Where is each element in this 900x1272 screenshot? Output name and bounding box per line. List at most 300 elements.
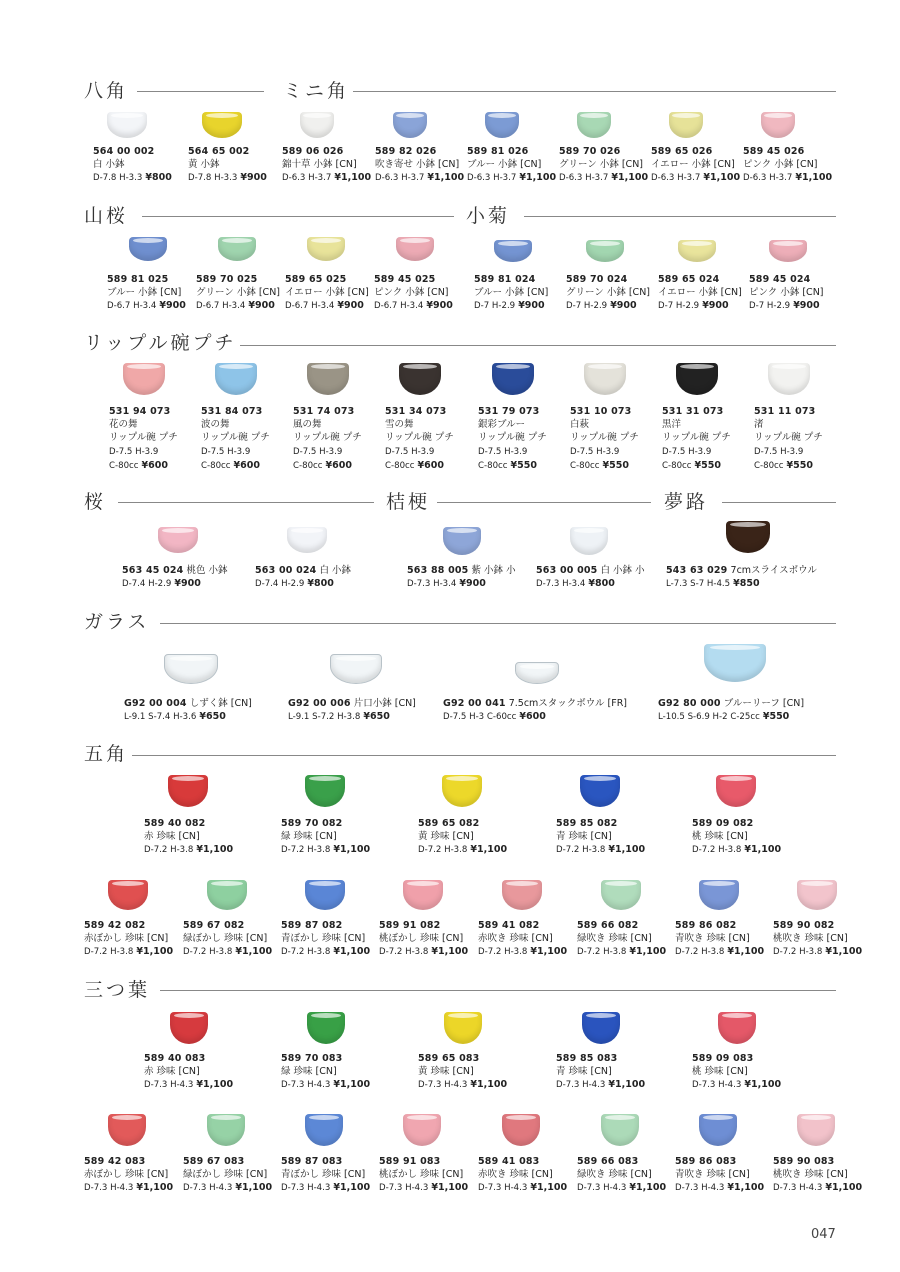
info-line — [122, 577, 228, 591]
info-line — [418, 1078, 507, 1092]
info-line — [443, 710, 627, 724]
info-line — [675, 1181, 764, 1195]
info-line — [188, 145, 267, 158]
product-name: グリーン 小鉢 [CN] — [566, 287, 651, 299]
product-name: ブルー 小鉢 [CN] — [467, 159, 542, 171]
product-name: イエロー 小鉢 [CN] — [651, 159, 735, 171]
product-name: 渚 — [754, 419, 764, 431]
product-price: ¥1,100 — [196, 1079, 234, 1091]
info-line — [743, 145, 832, 158]
info-line — [144, 1065, 233, 1078]
product-name: 白 小鉢 小 — [600, 565, 645, 576]
product-code: 589 65 025 — [285, 274, 347, 285]
info-line — [556, 830, 645, 843]
bowl-image — [108, 1114, 146, 1146]
info-line — [577, 1155, 666, 1168]
product-code: 589 91 083 — [379, 1156, 441, 1167]
section-title: 五角 — [84, 744, 138, 764]
product-size: D-7.3 H-4.3 — [84, 1183, 134, 1194]
bowl-image — [305, 880, 345, 910]
info-line — [666, 577, 817, 591]
product-name: 波の舞 — [201, 419, 230, 431]
product-code: 589 81 025 — [107, 274, 169, 285]
info-line — [478, 405, 547, 418]
product-code: G92 00 041 — [443, 698, 506, 709]
product-name: 青吹き 珍味 [CN] — [675, 1169, 750, 1181]
product-size: D-7.2 H-3.8 — [418, 845, 468, 856]
info-line — [183, 1181, 272, 1195]
product-price: ¥1,100 — [795, 172, 833, 184]
section-rule — [132, 755, 836, 756]
product-name: グリーン 小鉢 [CN] — [196, 287, 281, 299]
info-line — [754, 459, 823, 473]
product-price: ¥550 — [694, 459, 721, 471]
bowl-image — [393, 112, 427, 138]
info-line — [379, 919, 468, 932]
product-name: 赤吹き 珍味 [CN] — [478, 933, 553, 945]
product-price: ¥1,100 — [196, 844, 234, 856]
info-line — [201, 445, 270, 459]
product-price: ¥1,100 — [744, 1079, 782, 1091]
info-line — [93, 158, 172, 171]
product-name: イエロー 小鉢 [CN] — [285, 287, 369, 299]
info-line — [293, 418, 362, 431]
product-info — [658, 697, 804, 724]
product-name: ブルー 小鉢 [CN] — [107, 287, 182, 299]
bowl-image — [502, 1114, 540, 1146]
product-info — [692, 1052, 781, 1093]
product-name: 7.5cmスタックボウル [FR] — [508, 698, 628, 709]
product-name: 緑吹き 珍味 [CN] — [577, 1169, 652, 1181]
product-size: D-7.5 H-3.9 — [201, 446, 251, 457]
product-info — [385, 405, 454, 473]
section-title: 夢路 — [664, 492, 718, 512]
product-info — [93, 145, 172, 186]
product-name: 白 小鉢 — [319, 565, 352, 576]
info-line — [285, 299, 369, 313]
product-size: D-7.5 H-3.9 — [754, 446, 804, 457]
info-line — [183, 1168, 272, 1181]
product-info — [443, 697, 627, 724]
bowl-image — [797, 1114, 835, 1146]
info-line — [662, 459, 731, 473]
bowl-image — [202, 112, 242, 138]
bowl-image — [601, 1114, 639, 1146]
info-line — [93, 145, 172, 158]
product-code: 589 41 083 — [478, 1156, 540, 1167]
product-code: 531 79 073 — [478, 406, 540, 417]
info-line — [281, 945, 370, 959]
info-line — [658, 710, 804, 724]
info-line — [692, 1078, 781, 1092]
info-line — [385, 418, 454, 431]
bowl-image — [769, 240, 807, 262]
info-line — [467, 158, 556, 171]
product-capacity: C-80cc — [109, 460, 139, 471]
product-capacity: C-80cc — [201, 460, 231, 471]
product-code: 564 65 002 — [188, 146, 250, 157]
info-line — [577, 1181, 666, 1195]
info-line — [109, 418, 178, 431]
product-price: ¥600 — [233, 459, 260, 471]
section-title: 桔梗 — [386, 492, 440, 512]
info-line — [379, 932, 468, 945]
info-line — [749, 286, 824, 299]
product-price: ¥1,100 — [333, 1182, 371, 1194]
product-price: ¥1,100 — [727, 1182, 765, 1194]
info-line — [281, 1168, 370, 1181]
info-line — [566, 286, 650, 299]
section-rule — [437, 502, 651, 503]
product-name: 青 珍味 [CN] — [556, 1066, 612, 1078]
product-size: D-7.2 H-3.8 — [577, 947, 627, 958]
info-line — [773, 932, 862, 945]
product-price: ¥900 — [518, 300, 545, 312]
bowl-image — [164, 654, 218, 684]
info-line — [282, 171, 371, 185]
product-size: D-7.3 H-3.4 — [407, 579, 457, 590]
info-line — [651, 171, 740, 185]
product-name: 緑 珍味 [CN] — [281, 831, 337, 843]
product-info — [566, 273, 650, 314]
product-size: D-6.3 H-3.7 — [743, 173, 793, 184]
product-code: 589 91 082 — [379, 920, 441, 931]
info-line — [285, 273, 369, 286]
product-info — [374, 273, 453, 314]
product-name: 白 小鉢 — [93, 159, 125, 171]
product-code: 589 70 025 — [196, 274, 258, 285]
product-info — [183, 919, 272, 960]
info-line — [281, 932, 370, 945]
section-title: リップル碗プチ — [84, 333, 246, 353]
info-line — [183, 919, 272, 932]
info-line — [675, 919, 764, 932]
info-line — [281, 1181, 370, 1195]
info-line — [754, 405, 823, 418]
info-line — [107, 273, 186, 286]
info-line — [109, 405, 178, 418]
info-line — [407, 577, 516, 591]
product-code: 589 40 083 — [144, 1053, 206, 1064]
bowl-image — [123, 363, 165, 395]
product-size: D-6.3 H-3.7 — [282, 173, 332, 184]
product-name: 黒洋 — [662, 419, 682, 431]
info-line — [144, 843, 233, 857]
product-name: 青 珍味 [CN] — [556, 831, 612, 843]
product-info — [293, 405, 362, 473]
product-code: 589 81 026 — [467, 146, 529, 157]
info-line — [658, 273, 742, 286]
info-line — [379, 1181, 468, 1195]
product-price: ¥900 — [702, 300, 729, 312]
product-code: 589 45 024 — [749, 274, 811, 285]
product-size: D-7.3 H-4.3 — [144, 1080, 194, 1091]
product-info — [536, 564, 645, 591]
product-info — [183, 1155, 272, 1196]
info-line — [559, 158, 648, 171]
info-line — [658, 697, 804, 710]
info-line — [675, 1155, 764, 1168]
info-line — [662, 405, 731, 418]
section-rule — [160, 990, 836, 991]
bowl-image — [768, 363, 810, 395]
product-name: イエロー 小鉢 [CN] — [658, 287, 742, 299]
product-name: 緑ぼかし 珍味 [CN] — [183, 1169, 268, 1181]
bowl-image — [515, 662, 559, 684]
product-size: D-7.3 H-4.3 — [183, 1183, 233, 1194]
section-rule — [160, 623, 836, 624]
product-price: ¥1,100 — [470, 844, 508, 856]
product-info — [651, 145, 740, 186]
product-name: 7cmスライスボウル — [730, 565, 817, 576]
info-line — [675, 932, 764, 945]
info-line — [651, 145, 740, 158]
product-price: ¥1,100 — [825, 1182, 863, 1194]
bowl-image — [797, 880, 837, 910]
product-size: D-7.3 H-4.3 — [773, 1183, 823, 1194]
info-line — [556, 843, 645, 857]
info-line — [374, 273, 453, 286]
product-size: D-7.3 H-4.3 — [281, 1183, 331, 1194]
info-line — [107, 286, 186, 299]
product-info — [773, 1155, 862, 1196]
product-size: D-7.5 H-3.9 — [385, 446, 435, 457]
product-price: ¥650 — [363, 711, 390, 723]
info-line — [662, 418, 731, 431]
bowl-image — [582, 1012, 620, 1044]
product-name: 桃 珍味 [CN] — [692, 1066, 748, 1078]
product-size: D-7.3 H-4.3 — [675, 1183, 725, 1194]
info-line — [754, 445, 823, 459]
product-name: ピンク 小鉢 [CN] — [749, 287, 824, 299]
bowl-image — [107, 112, 147, 138]
product-size: D-7.5 H-3.9 — [293, 446, 343, 457]
product-price: ¥550 — [510, 459, 537, 471]
product-size: D-6.3 H-3.7 — [375, 173, 425, 184]
info-line — [478, 1168, 567, 1181]
info-line — [418, 1065, 507, 1078]
product-size: D-7.3 H-4.3 — [556, 1080, 606, 1091]
info-line — [375, 145, 464, 158]
product-info — [107, 273, 186, 314]
product-code: 589 45 026 — [743, 146, 805, 157]
product-info — [84, 919, 173, 960]
info-line — [183, 932, 272, 945]
info-line — [188, 158, 267, 171]
product-name: グリーン 小鉢 [CN] — [559, 159, 644, 171]
bowl-image — [403, 880, 443, 910]
product-code: 589 40 082 — [144, 818, 206, 829]
info-line — [196, 273, 280, 286]
product-name: 赤ぼかし 珍味 [CN] — [84, 933, 169, 945]
product-price: ¥850 — [733, 578, 760, 590]
product-size: D-6.3 H-3.7 — [651, 173, 701, 184]
product-size: L-9.1 S-7.4 H-3.6 — [124, 712, 197, 723]
product-info — [188, 145, 267, 186]
info-line — [418, 1052, 507, 1065]
product-price: ¥1,100 — [427, 172, 465, 184]
bowl-image — [699, 1114, 737, 1146]
product-name: 緑吹き 珍味 [CN] — [577, 933, 652, 945]
bowl-image — [399, 363, 441, 395]
product-price: ¥1,100 — [703, 172, 741, 184]
info-line — [84, 919, 173, 932]
info-line — [536, 564, 645, 577]
product-size: D-7.8 H-3.3 — [188, 173, 238, 184]
section-rule — [722, 502, 836, 503]
bowl-image — [601, 880, 641, 910]
product-name: 桃吹き 珍味 [CN] — [773, 933, 848, 945]
bowl-image — [307, 1012, 345, 1044]
bowl-image — [129, 237, 167, 261]
info-line — [651, 158, 740, 171]
info-line — [183, 945, 272, 959]
product-name-2: リップル碗 プチ — [201, 432, 270, 444]
section-rule — [524, 216, 836, 217]
product-size: D-7.2 H-3.8 — [144, 845, 194, 856]
info-line — [144, 1052, 233, 1065]
bowl-image — [502, 880, 542, 910]
product-name: 紫 小鉢 小 — [471, 565, 516, 576]
product-info — [478, 1155, 567, 1196]
product-price: ¥1,100 — [611, 172, 649, 184]
info-line — [570, 405, 639, 418]
product-size: D-7.4 H-2.9 — [255, 579, 305, 590]
product-name: 花の舞 — [109, 419, 138, 431]
bowl-image — [330, 654, 382, 684]
product-size: D-7.2 H-3.8 — [281, 947, 331, 958]
product-name: 赤吹き 珍味 [CN] — [478, 1169, 553, 1181]
product-name: 風の舞 — [293, 419, 322, 431]
product-code: 531 11 073 — [754, 406, 816, 417]
product-code: 531 34 073 — [385, 406, 447, 417]
bowl-image — [307, 363, 349, 395]
product-size: D-7 H-2.9 — [566, 301, 608, 312]
product-price: ¥650 — [199, 711, 226, 723]
product-price: ¥1,100 — [825, 946, 863, 958]
product-info — [478, 919, 567, 960]
product-name-2: リップル碗 プチ — [754, 432, 823, 444]
info-line — [478, 932, 567, 945]
product-code: 589 87 083 — [281, 1156, 343, 1167]
info-line — [293, 405, 362, 418]
product-price: ¥1,100 — [530, 1182, 568, 1194]
bowl-image — [158, 527, 198, 553]
product-code: 531 84 073 — [201, 406, 263, 417]
info-line — [84, 1168, 173, 1181]
product-info — [662, 405, 731, 473]
product-code: 531 74 073 — [293, 406, 355, 417]
product-price: ¥900 — [459, 578, 486, 590]
info-line — [559, 171, 648, 185]
section-rule — [353, 91, 836, 92]
product-name: ピンク 小鉢 [CN] — [374, 287, 449, 299]
product-capacity: C-80cc — [570, 460, 600, 471]
bowl-image — [699, 880, 739, 910]
product-price: ¥900 — [793, 300, 820, 312]
product-price: ¥900 — [240, 172, 267, 184]
product-info — [109, 405, 178, 473]
product-size: D-7.5 H-3.9 — [478, 446, 528, 457]
info-line — [692, 817, 781, 830]
info-line — [418, 843, 507, 857]
info-line — [478, 431, 547, 444]
product-code: 589 06 026 — [282, 146, 344, 157]
product-price: ¥1,100 — [470, 1079, 508, 1091]
info-line — [109, 431, 178, 444]
info-line — [556, 817, 645, 830]
info-line — [570, 459, 639, 473]
product-size: D-7.2 H-3.8 — [556, 845, 606, 856]
product-code: 543 63 029 — [666, 565, 728, 576]
product-code: 589 86 082 — [675, 920, 737, 931]
product-name: しずく鉢 [CN] — [189, 698, 252, 709]
info-line — [407, 564, 516, 577]
bowl-image — [442, 775, 482, 807]
bowl-image — [218, 237, 256, 261]
info-line — [281, 1065, 370, 1078]
info-line — [385, 459, 454, 473]
bowl-image — [108, 880, 148, 910]
product-size: D-7 H-2.9 — [474, 301, 516, 312]
product-info — [675, 1155, 764, 1196]
product-code: 589 70 082 — [281, 818, 343, 829]
product-info — [124, 697, 252, 724]
product-name: 銀彩ブルー — [478, 419, 526, 431]
info-line — [144, 817, 233, 830]
info-line — [675, 945, 764, 959]
product-code: 563 00 005 — [536, 565, 598, 576]
info-line — [570, 431, 639, 444]
bowl-image — [718, 1012, 756, 1044]
info-line — [379, 1168, 468, 1181]
info-line — [577, 1168, 666, 1181]
info-line — [773, 945, 862, 959]
product-price: ¥900 — [159, 300, 186, 312]
product-name: ブルー 小鉢 [CN] — [474, 287, 549, 299]
bowl-image — [726, 521, 770, 553]
info-line — [288, 710, 416, 724]
product-price: ¥1,100 — [744, 844, 782, 856]
info-line — [666, 564, 817, 577]
product-info — [282, 145, 371, 186]
product-size: D-7.3 H-4.3 — [281, 1080, 331, 1091]
product-size: D-7.3 H-4.3 — [692, 1080, 742, 1091]
product-info — [559, 145, 648, 186]
product-name-2: リップル碗 プチ — [385, 432, 454, 444]
info-line — [467, 171, 556, 185]
product-code: 589 81 024 — [474, 274, 536, 285]
info-line — [692, 843, 781, 857]
product-code: 563 88 005 — [407, 565, 469, 576]
info-line — [144, 830, 233, 843]
product-price: ¥1,100 — [333, 844, 371, 856]
product-code: 589 65 024 — [658, 274, 720, 285]
product-price: ¥900 — [610, 300, 637, 312]
section-title: 小菊 — [466, 206, 520, 226]
bowl-image — [704, 644, 766, 682]
product-info — [407, 564, 516, 591]
product-info — [675, 919, 764, 960]
product-size: D-7.5 H-3.9 — [662, 446, 712, 457]
info-line — [385, 431, 454, 444]
product-info — [285, 273, 369, 314]
info-line — [418, 817, 507, 830]
product-code: 589 90 083 — [773, 1156, 835, 1167]
product-info — [478, 405, 547, 473]
product-size: D-6.7 H-3.4 — [196, 301, 246, 312]
info-line — [749, 299, 824, 313]
